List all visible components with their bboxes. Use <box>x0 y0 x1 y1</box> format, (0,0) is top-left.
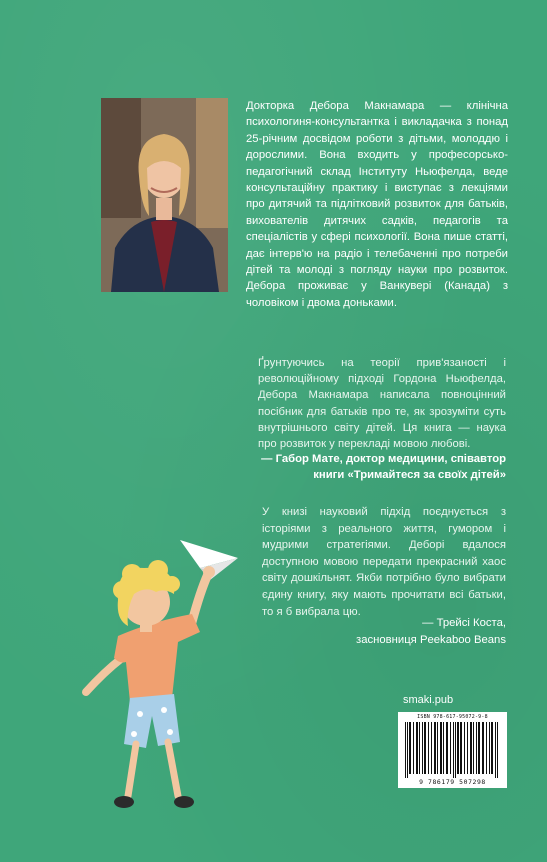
barcode-bar <box>409 722 411 774</box>
barcode-bar <box>495 722 496 778</box>
barcode-bar <box>419 722 420 774</box>
barcode-bar <box>446 722 448 774</box>
barcode-bar <box>440 722 442 774</box>
review-attribution-mate: — Габор Мате, доктор медицини, співавтор книги «Тримайтеся за своїх дітей» <box>261 453 506 482</box>
barcode-bar <box>437 722 438 774</box>
barcode-bar <box>424 722 426 774</box>
isbn-digits: 9 786179 507298 <box>419 778 486 786</box>
barcode-bar <box>473 722 474 774</box>
barcode-bar <box>482 722 484 774</box>
barcode-bar <box>467 722 468 774</box>
barcode-bar <box>407 722 408 778</box>
isbn-label: ISBN 978-617-95072-9-8 <box>417 714 488 720</box>
barcode-bar <box>489 722 490 774</box>
barcode-bar <box>413 722 414 774</box>
author-bio: Докторка Дебора Макнамара — клінічна психологиня-консультантка і викладачка з понад 25-річним досвідом роботи з дітьми, молоддю і дорослими. Вона входить у професорсько-педагогічний склад Інституту Ньюфелда, веде консультаційну практику і виступає з лекціями про дитячий та підлітковий розвиток для батьків, вихователів дитячих садків, педагогів та спеціалістів у сфері психології. Вона пише статті, дає інтерв'ю на радіо і телебаченні про потреби дітей та молоді з погляду науки про розвиток. Дебора проживає у Ванкувері (Канада) з чоловіком і двома доньками. <box>246 100 508 309</box>
barcode-bar <box>476 722 477 774</box>
barcode-bar <box>497 722 498 778</box>
barcode-bar <box>431 722 432 774</box>
barcode-bars <box>405 722 500 778</box>
author-photo <box>101 98 228 292</box>
barcode-bar <box>460 722 462 774</box>
barcode-bar <box>486 722 487 774</box>
review-quote-mate: Ґрунтуючись на теорії прив'язаності і революційному підході Гордона Ньюфелда, Дебора Макнамара написала повноцінний посібник для батьків про те, як зрозуміти суть внутрішнього світу дітей. Ця книга — наука про розвиток у перекладі мовою любові. <box>258 357 506 451</box>
isbn-barcode <box>398 712 507 788</box>
review-attribution-costa <box>300 615 506 649</box>
barcode-bar <box>478 722 480 774</box>
barcode-bar <box>453 722 454 778</box>
attribution-name: — Трейсі Коста, <box>422 617 506 629</box>
barcode-bar <box>443 722 444 774</box>
barcode-bar <box>405 722 406 778</box>
barcode-bar <box>455 722 456 778</box>
boy-throwing-paper-plane-illustration <box>60 530 260 830</box>
barcode-bar <box>457 722 459 774</box>
barcode-bar <box>464 722 465 774</box>
review-quote-costa: У книзі науковий підхід поєднується з історіями з реального життя, гумором і мудрими стратегіями. Деборі вдалося доступною мовою передати прекрасний хаос світу дошкільнят. Якби потрібно було вибрати єдину книгу, яку мають прочитати всі батьки, то я б вибрала цю. <box>262 506 506 618</box>
barcode-bar <box>491 722 493 774</box>
publisher-site: smaki.pub <box>403 694 454 706</box>
barcode-bar <box>434 722 436 774</box>
barcode-bar <box>416 722 418 774</box>
barcode-bar <box>428 722 429 774</box>
attribution-role: засновниця Peekaboo Beans <box>356 634 506 646</box>
barcode-bar <box>422 722 423 774</box>
barcode-bar <box>450 722 451 774</box>
barcode-bar <box>470 722 472 774</box>
author-portrait-illustration <box>101 98 228 292</box>
